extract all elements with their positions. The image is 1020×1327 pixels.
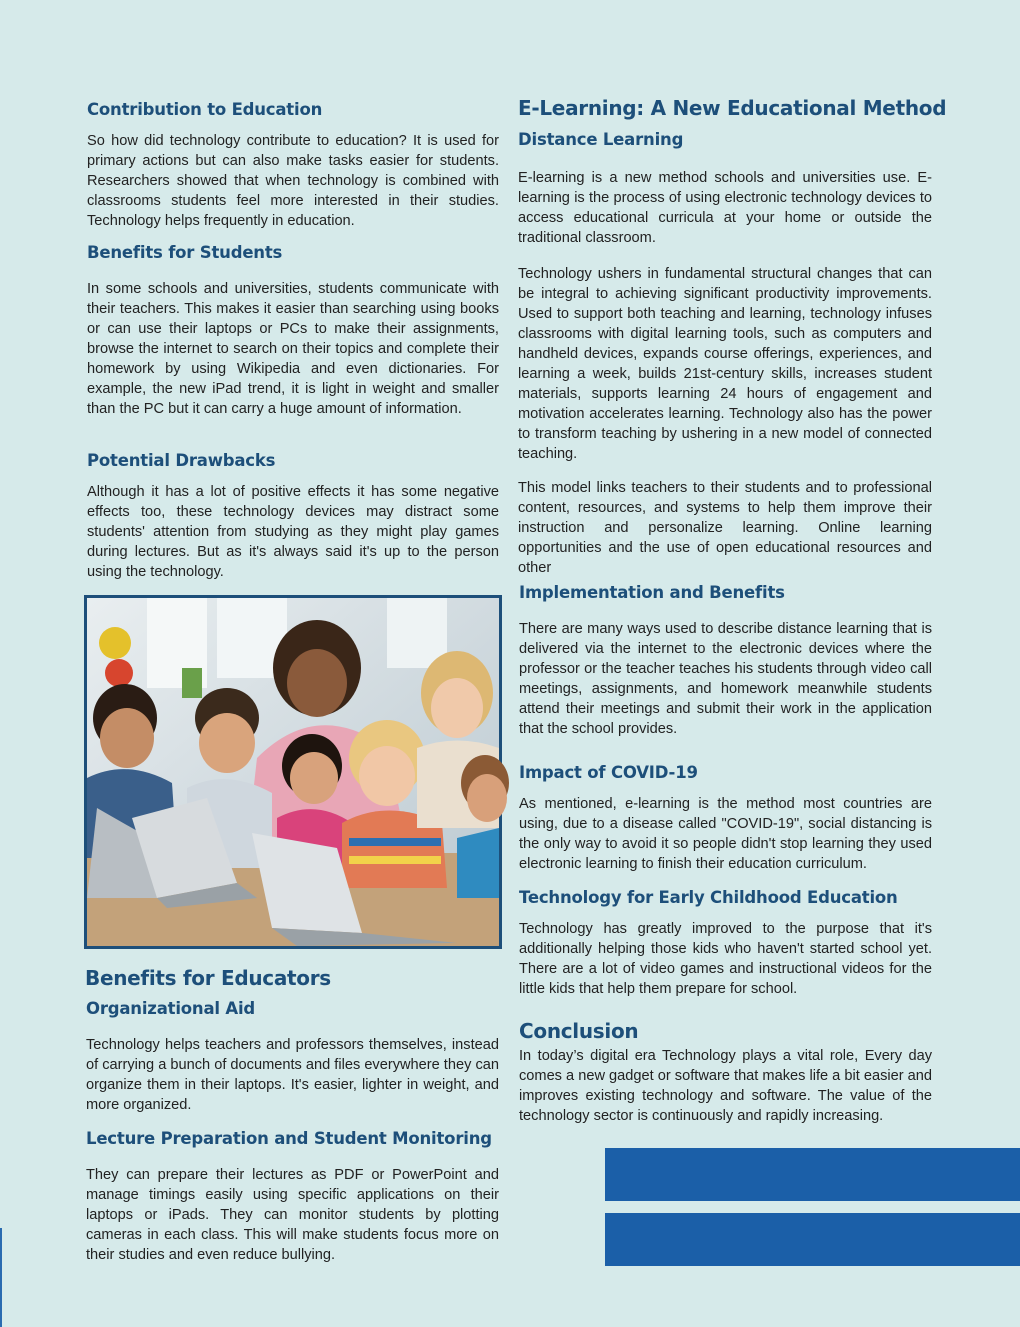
section-title-educators: Benefits for Educators [85, 966, 331, 990]
heading-contribution: Contribution to Education [87, 100, 323, 119]
heading-early-childhood: Technology for Early Childhood Education [519, 888, 898, 907]
classroom-illustration [87, 598, 499, 946]
paragraph-covid: As mentioned, e-learning is the method most countries are using, due to a disease called "COVID-19", social distancing is the only way to avoid it so people didn't stop learning they used electronic learning to finish their education curriculum. [519, 796, 932, 872]
heading-distance-learning: Distance Learning [518, 130, 684, 149]
decorative-edge-line [0, 1228, 2, 1327]
heading-organizational-aid: Organizational Aid [86, 999, 256, 1018]
paragraph-early-childhood: Technology has greatly improved to the purpose that it's additionally helping those kids who haven't started school yet. There are a lot of video games and instructional videos for the little kids that help them prepare for school. [519, 921, 932, 997]
section-title-elearning: E-Learning: A New Educational Method [518, 96, 947, 120]
paragraph-implementation: There are many ways used to describe distance learning that is delivered via the internet to the electronic devices where the professor or the teacher teaches his students through video call meetings, assignments, and homework meanwhile students attend their meetings and submit their work in the application that the school provides. [519, 621, 932, 737]
decorative-blue-bar-bottom [605, 1213, 1020, 1266]
heading-benefits-students: Benefits for Students [87, 243, 283, 262]
paragraph-lecture-preparation: They can prepare their lectures as PDF or PowerPoint and manage timings easily using specific applications on their laptops or iPads. They can monitor students by plotting cameras in each class. This will make students focus more on their studies and even reduce bullying. [86, 1167, 499, 1263]
paragraph-distance-2: Technology ushers in fundamental structural changes that can be integral to achieving significant productivity improvements. Used to support both teaching and learning, technology infuses classrooms with digital learning tools, such as computers and handheld devices, expands course offerings, experiences, and learning a week, builds 21st-century skills, increases student materials, supports learning 24 hours of engagement and motivation accelerates learning. Technology also has the power to transform teaching by ushering in a new model of connected teaching. [518, 266, 932, 462]
paragraph-drawbacks: Although it has a lot of positive effects it has some negative effects too, these technology devices may distract some students' attention from studying as they might play games during lectures. But as it's always said it's up to the person using the technology. [87, 484, 499, 580]
paragraph-benefits-students: In some schools and universities, students communicate with their teachers. This makes it easier than searching using books or can use their laptops or PCs to make their assignments, browse the internet to search on their topics and complete their homework by using Wikipedia and even dictionaries. For example, the new iPad trend, it is light in weight and smaller than the PC but it can carry a huge amount of information. [87, 281, 499, 417]
heading-implementation: Implementation and Benefits [519, 583, 785, 602]
section-title-conclusion: Conclusion [519, 1019, 639, 1043]
heading-lecture-preparation: Lecture Preparation and Student Monitoring [86, 1129, 492, 1148]
decorative-blue-bar-top [605, 1148, 1020, 1201]
heading-covid: Impact of COVID-19 [519, 763, 698, 782]
paragraph-distance-3: This model links teachers to their students and to professional content, resources, and systems to help them improve their instruction and personalize learning. Online learning opportunities and the use of open educational resources and other [518, 480, 932, 576]
paragraph-conclusion: In today’s digital era Technology plays a vital role, Every day comes a new gadget or software that makes life a bit easier and improves existing technology and software. The value of the technology sector is continuously and rapidly increasing. [519, 1048, 932, 1124]
paragraph-organizational-aid: Technology helps teachers and professors themselves, instead of carrying a bunch of documents and files everywhere they can organize them in their laptops. It's easier, lighter in weight, and more organized. [86, 1037, 499, 1113]
paragraph-contribution: So how did technology contribute to education? It is used for primary actions but can also make tasks easier for students. Researchers showed that when technology is combined with classrooms students feel more interested in their studies. Technology helps frequently in education. [87, 133, 499, 229]
heading-drawbacks: Potential Drawbacks [87, 451, 276, 470]
paragraph-distance-1: E-learning is a new method schools and universities use. E-learning is the process of using electronic technology devices to access educational curricula at your home or outside the traditional classroom. [518, 170, 932, 246]
classroom-photo [84, 595, 502, 949]
